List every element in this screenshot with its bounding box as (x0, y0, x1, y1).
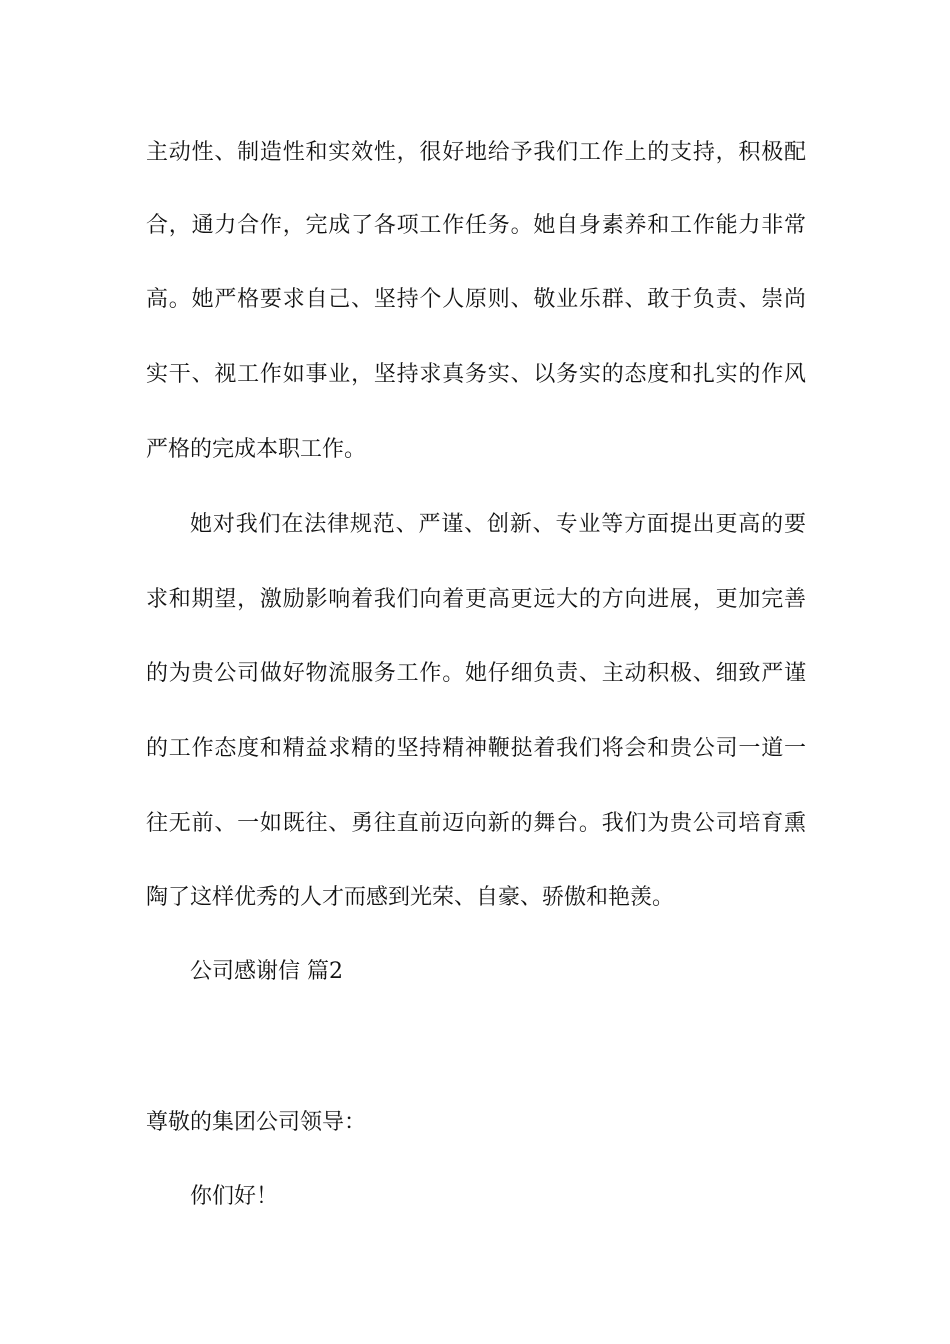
text-line: 合，通力合作，完成了各项工作任务。她自身素养和工作能力非常 (146, 213, 806, 238)
text-line: 往无前、一如既往、勇往直前迈向新的舞台。我们为贵公司培育熏 (146, 811, 806, 836)
text-line: 主动性、制造性和实效性，很好地给予我们工作上的支持，积极配 (146, 140, 806, 165)
text-line: 求和期望，激励影响着我们向着更高更远大的方向进展，更加完善 (146, 587, 806, 612)
text-line: 高。她严格要求自己、坚持个人原则、敬业乐群、敢于负责、崇尚 (146, 287, 806, 312)
text-line: 严格的完成本职工作。 (146, 437, 367, 462)
greeting: 你们好！ (190, 1184, 279, 1209)
text-line: 的为贵公司做好物流服务工作。她仔细负责、主动积极、细致严谨 (146, 661, 806, 686)
salutation: 尊敬的集团公司领导： (146, 1110, 367, 1135)
text-line: 实干、视工作如事业，坚持求真务实、以务实的态度和扎实的作风 (146, 362, 806, 387)
text-line: 陶了这样优秀的人才而感到光荣、自豪、骄傲和艳羡。 (146, 885, 675, 910)
text-line: 的工作态度和精益求精的坚持精神鞭挞着我们将会和贵公司一道一 (146, 736, 806, 761)
text-line: 她对我们在法律规范、严谨、创新、专业等方面提出更高的要 (190, 512, 806, 537)
section-heading: 公司感谢信 篇2 (190, 959, 343, 984)
